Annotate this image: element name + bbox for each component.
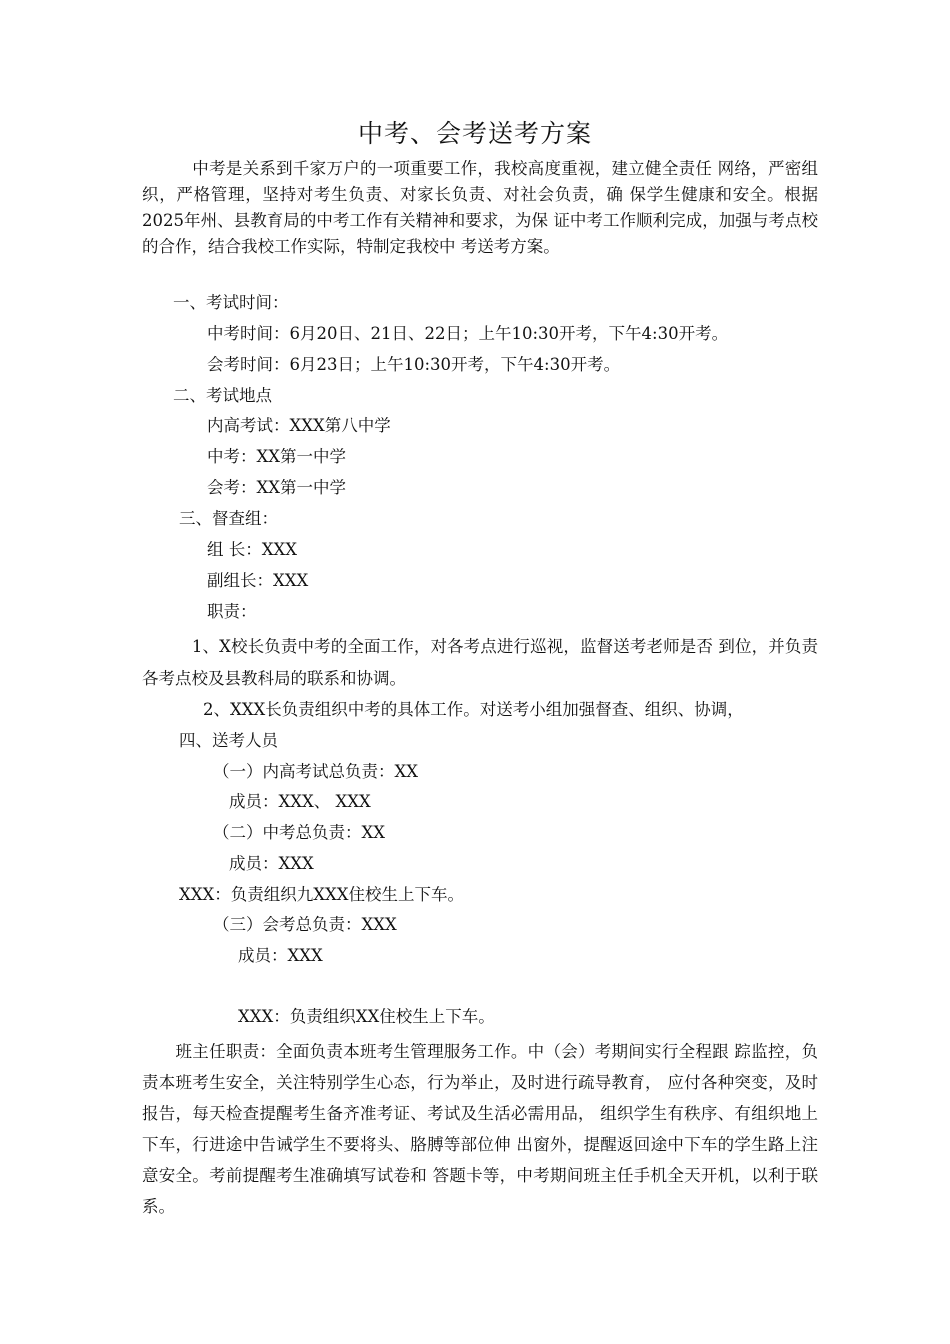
neigao-location: 内高考试：XXX第八中学 xyxy=(207,416,391,435)
duty-label: 职责： xyxy=(207,602,257,621)
section-4-heading: 四、送考人员 xyxy=(179,731,278,750)
group-3-members: 成员：XXX xyxy=(238,946,323,965)
huikao-time: 会考时间：6月23日；上午10:30开考，下午4:30开考。 xyxy=(207,355,621,374)
group-1-members: 成员：XXX、 XXX xyxy=(229,792,371,811)
group-2-members: 成员：XXX xyxy=(229,854,314,873)
supervisor-leader: 组 长：XXX xyxy=(207,540,297,559)
section-1-heading: 一、考试时间： xyxy=(173,293,289,312)
duty-item-1: 1、X校长负责中考的全面工作，对各考点进行巡视，监督送考老师是否 到位，并负责各考点校及县教科局的联系和协调。 xyxy=(142,637,818,688)
section-2-heading: 二、考试地点 xyxy=(173,386,272,405)
duty-item-2: 2、XXX长负责组织中考的具体工作。对送考小组加强督查、组织、协调， xyxy=(203,700,744,719)
supervisor-deputy: 副组长：XXX xyxy=(207,571,309,590)
zhongkao-location: 中考：XX第一中学 xyxy=(207,447,346,466)
intro-paragraph: 中考是关系到千家万户的一项重要工作，我校高度重视，建立健全责任 网络，严密组织，严格管理，坚持对考生负责、对家长负责、对社会负责，确 保学生健康和安全。根据2025年州、县教育局的中考工作有关精神和要求，为保 证中考工作顺利完成，加强与考点校的合作，结合我校工作实际，特制定我校中 考送考方案。 xyxy=(142,159,818,256)
group-1-head: （一）内高考试总负责：XX xyxy=(213,762,418,781)
document-title: 中考、会考送考方案 xyxy=(357,119,592,148)
huikao-location: 会考：XX第一中学 xyxy=(207,478,346,497)
group-3-head: （三）会考总负责：XXX xyxy=(213,915,397,934)
group-2-task: XXX：负责组织九XXX住校生上下车。 xyxy=(179,885,464,904)
group-2-head: （二）中考总负责：XX xyxy=(213,823,385,842)
head-teacher-duty: 班主任职责：全面负责本班考生管理服务工作。中（会）考期间实行全程跟 踪监控，负责本班考生安全，关注特别学生心态，行为举止，及时进行疏导教育， 应付各种突变，及时报告，每天检查提醒考生备齐准考证、考试及生活必需用品， 组织学生有秩序、有组织地上下车，行进途中告诫学生不要将头、胳膊等部位伸 出窗外，提醒返回途中下车的学生路上注意安全。考前提醒考生准确填写试卷和 答题卡等，中考期间班主任手机全天开机，以利于联系。 xyxy=(142,1042,818,1216)
zhongkao-time: 中考时间：6月20日、21日、22日；上午10:30开考，下午4:30开考。 xyxy=(207,324,729,343)
group-3-task: XXX：负责组织XX住校生上下车。 xyxy=(238,1007,495,1026)
section-3-heading: 三、督查组： xyxy=(179,509,278,528)
